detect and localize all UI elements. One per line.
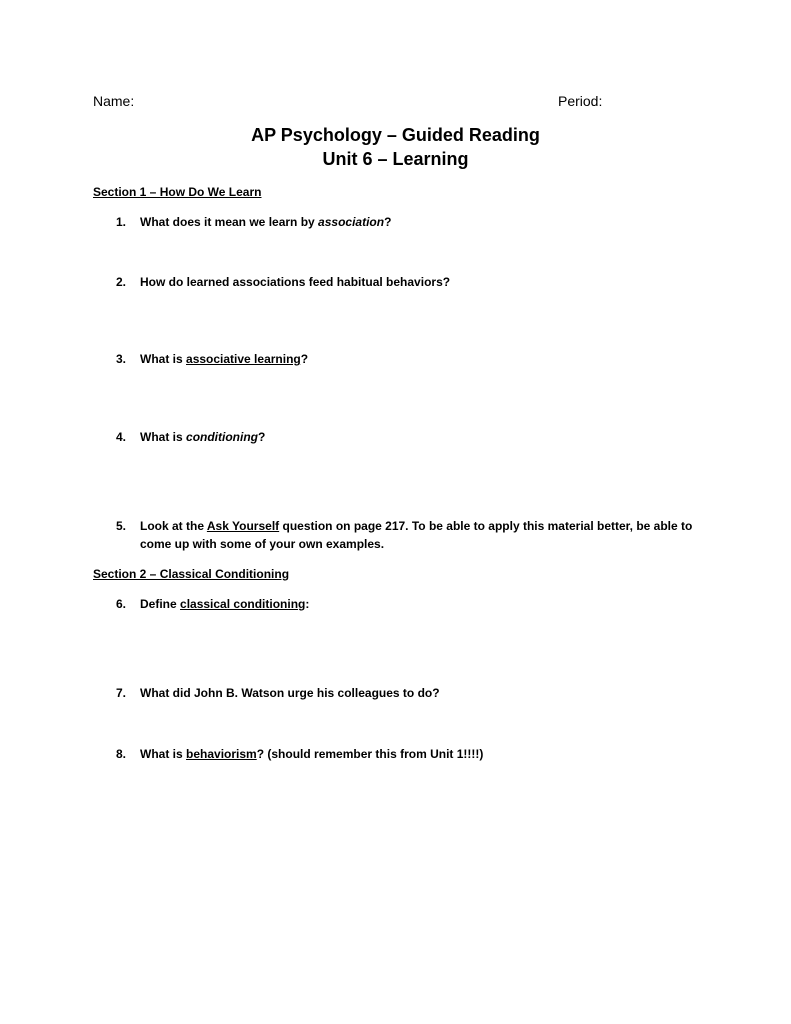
question-text bbox=[140, 745, 716, 763]
question-text bbox=[140, 595, 716, 613]
question-text bbox=[140, 350, 716, 368]
question-text bbox=[140, 428, 716, 446]
page-title: AP Psychology – Guided Reading bbox=[251, 125, 540, 145]
question-text bbox=[140, 517, 716, 553]
question-text-part: What is bbox=[140, 430, 187, 444]
question-number: 7. bbox=[116, 686, 127, 700]
question-number: 1. bbox=[116, 215, 127, 229]
question-text-part: ? bbox=[258, 430, 266, 444]
question-2 bbox=[116, 273, 716, 291]
question-term: conditioning bbox=[186, 430, 258, 444]
question-text-part: What does it mean we learn by bbox=[140, 215, 319, 229]
question-term: Ask Yourself bbox=[206, 519, 280, 533]
question-text-part: ? (should remember this from Unit 1!!!!) bbox=[256, 747, 484, 761]
question-4 bbox=[116, 428, 716, 446]
question-text-part: What is bbox=[140, 352, 187, 366]
question-8 bbox=[116, 745, 716, 763]
question-term: classical conditioning bbox=[180, 597, 306, 611]
question-3 bbox=[116, 350, 716, 368]
question-text-part: ? bbox=[384, 215, 392, 229]
question-term: association bbox=[318, 215, 385, 229]
question-text: How do learned associations feed habitual behaviors? bbox=[140, 275, 451, 289]
question-number: 2. bbox=[116, 275, 127, 289]
question-number: 4. bbox=[116, 430, 127, 444]
question-number: 3. bbox=[116, 352, 127, 366]
question-1 bbox=[116, 213, 716, 231]
question-text-part: What is bbox=[140, 747, 187, 761]
question-text: What did John B. Watson urge his colleagues to do? bbox=[140, 686, 440, 700]
section-heading-1: Section 1 – How Do We Learn bbox=[93, 185, 262, 199]
question-text-part: Look at the bbox=[140, 519, 207, 533]
question-number: 8. bbox=[116, 747, 127, 761]
question-number: 5. bbox=[116, 519, 127, 533]
question-text-part: question on page 217. To be able to apply this material better, be able to come up with some of your own examples. bbox=[140, 519, 693, 551]
question-term: behaviorism bbox=[186, 747, 257, 761]
question-7 bbox=[116, 684, 716, 702]
section-heading-2: Section 2 – Classical Conditioning bbox=[93, 567, 290, 581]
question-text-part: : bbox=[305, 597, 310, 611]
question-text-part: ? bbox=[300, 352, 309, 366]
question-text bbox=[140, 213, 716, 231]
question-6 bbox=[116, 595, 716, 613]
name-label: Name: bbox=[93, 93, 135, 109]
page-subtitle: Unit 6 – Learning bbox=[322, 149, 469, 169]
question-text-part: Define bbox=[140, 597, 181, 611]
period-label: Period: bbox=[558, 93, 603, 109]
question-5 bbox=[116, 517, 716, 553]
question-number: 6. bbox=[116, 597, 127, 611]
question-term: associative learning bbox=[186, 352, 301, 366]
